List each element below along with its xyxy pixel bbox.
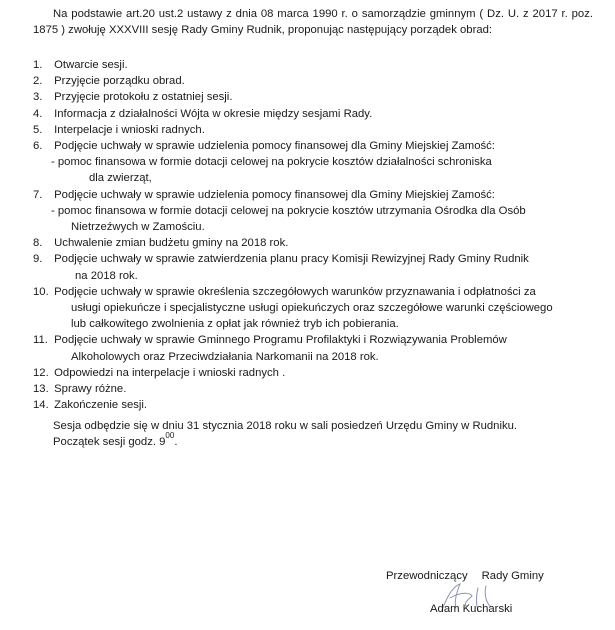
- agenda-item: 2. Przyjęcie porządku obrad.: [33, 75, 185, 88]
- agenda-continuation: lub całkowitego zwolnienia z opłat jak również tryb ich pobierania.: [71, 318, 399, 331]
- agenda-continuation: dla zwierząt,: [89, 172, 152, 185]
- agenda-continuation: Alkoholowych oraz Przeciwdziałania Narkomanii na 2018 rok.: [71, 350, 379, 363]
- agenda-item: 1. Otwarcie sesji.: [33, 59, 128, 71]
- signature-title: Przewodniczący Rady Gminy: [386, 570, 544, 582]
- signatory-name: Adam Kucharski: [430, 603, 513, 615]
- agenda-list: [33, 57, 593, 413]
- agenda-continuation: Nietrzeźwych w Zamościu.: [71, 221, 205, 234]
- agenda-item: 6. Podjęcie uchwały w sprawie udzielenia pomocy finansowej dla Gminy Miejskiej Zamość:: [33, 140, 495, 153]
- agenda-item: 11. Podjęcie uchwały w sprawie Gminnego Programu Profilaktyki i Rozwiązywania Problemów: [33, 334, 507, 347]
- closing-paragraph: [33, 418, 593, 450]
- agenda-item: 10. Podjęcie uchwały w sprawie określenia szczegółowych warunków przyznawania i odpłatności za: [33, 285, 536, 298]
- agenda-subitem: - pomoc finansowa w formie dotacji celowej na pokrycie kosztów działalności schroniska: [51, 156, 492, 169]
- agenda-item: 3. Przyjęcie protokołu z ostatniej sesji.: [33, 91, 233, 104]
- session-start-time: Początek sesji godz. $9^{00}$.: [53, 431, 178, 449]
- agenda-item: 14. Zakończenie sesji.: [33, 399, 148, 412]
- intro-paragraph: Na podstawie art.20 ust.2 ustawy z dnia 08 marca 1990 r. o samorządzie gminnym ( Dz. U. z 2017 r. poz. 1875 ) zwołuję XXXVIII sesję Rady Gminy Rudnik, proponując następujący porządek obrad:: [33, 8, 593, 37]
- agenda-subitem: - pomoc finansowa w formie dotacji celowej na pokrycie kosztów utrzymania Ośrodka dla Osób: [51, 204, 526, 217]
- agenda-item: 8. Uchwalenie zmian budżetu gminy na 2018 rok.: [33, 237, 289, 250]
- agenda-item: 12. Odpowiedzi na interpelacje i wnioski radnych .: [33, 366, 286, 379]
- time-superscript: 00: [165, 431, 175, 441]
- agenda-item: 13. Sprawy różne.: [33, 383, 127, 396]
- agenda-continuation: na 2018 rok.: [75, 269, 138, 282]
- agenda-item: 5. Interpelacje i wnioski radnych.: [33, 123, 205, 136]
- agenda-item: 7. Podjęcie uchwały w sprawie udzielenia pomocy finansowej dla Gminy Miejskiej Zamość:: [33, 188, 495, 201]
- agenda-item: 4. Informacja z działalności Wójta w okresie między sesjami Rady.: [33, 107, 373, 120]
- session-date-text: Sesja odbędzie się w dniu 31 stycznia 2018 roku w sali posiedzeń Urzędu Gminy w Rudniku.: [53, 420, 518, 432]
- agenda-item: 9. Podjęcie uchwały w sprawie zatwierdzenia planu pracy Komisji Rewizyjnej Rady Gminy Rudnik: [33, 253, 529, 266]
- agenda-continuation: usługi opiekuńcze i specjalistyczne usługi opiekuńczych oraz szczegółowe warunki częściowego: [71, 302, 553, 315]
